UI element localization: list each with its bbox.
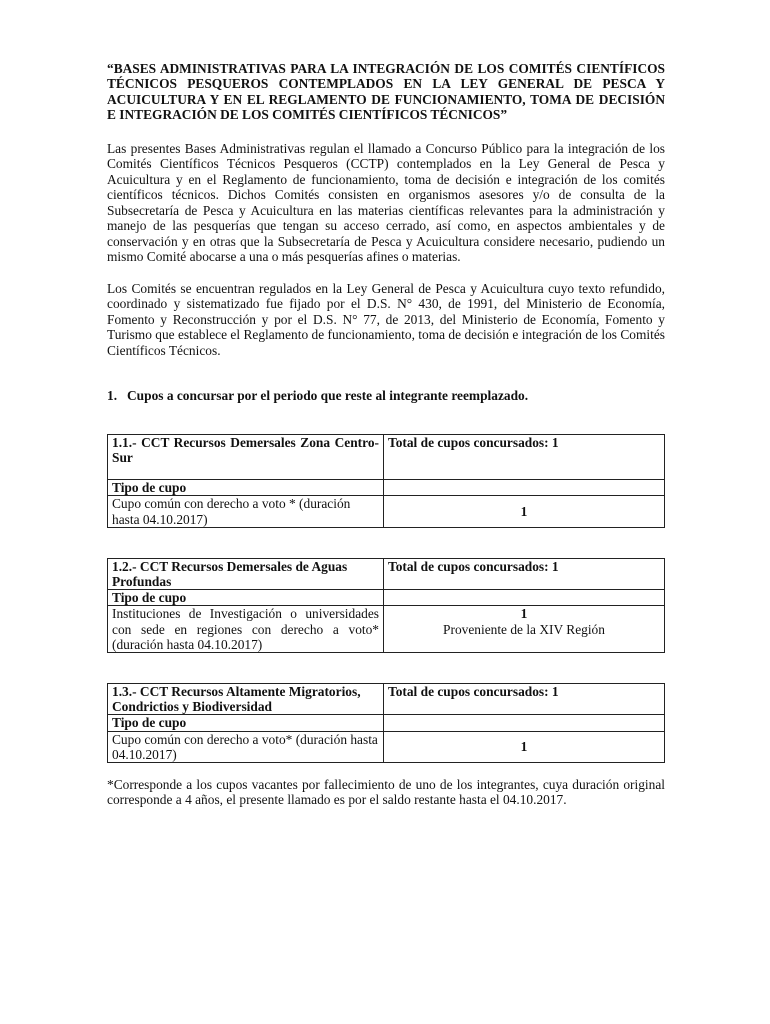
- intro-paragraph: Las presentes Bases Administrativas regulan el llamado a Concurso Público para la integración de los Comités Científicos Técnicos Pesqueros (CCTP) contemplados en la Ley General de Pesca y Acuicultura y en el Reglamento de funcionamiento, toma de decisión e integración de los comités científicos técnicos. Dichos Comités consisten en organismos asesores y/o de consulta de la Subsecretaría de Pesca y Acuicultura en las materias científicas relevantes para la administración y manejo de las pesquerías que tengan su acceso cerrado, así como, en aspectos ambientales y de conservación y en otras que la Subsecretaría de Pesca y Acuicultura considere necesario, pudiendo un mismo Comité abocarse a una o más pesquerías afines o materias.: [107, 140, 665, 265]
- committee-name: 1.1.- CCT Recursos Demersales Zona Centro-Sur: [108, 435, 384, 480]
- cupo-origin-note: Proveniente de la XIV Región: [443, 621, 605, 637]
- cupo-count: 1: [520, 606, 528, 622]
- document-title: “BASES ADMINISTRATIVAS PARA LA INTEGRACIÓN DE LOS COMITÉS CIENTÍFICOS TÉCNICOS PESQUEROS CONTEMPLADOS EN LA LEY GENERAL DE PESCA Y ACUICULTURA Y EN EL REGLAMENTO DE FUNCIONAMIENTO, TOMA DE DECISIÓN E INTEGRACIÓN DE LOS COMITÉS CIENTÍFICOS TÉCNICOS”: [107, 61, 665, 123]
- total-cupos: Total de cupos concursados: 1: [384, 435, 665, 480]
- tipo-cupo-label: Tipo de cupo: [108, 480, 384, 496]
- footnote: *Corresponde a los cupos vacantes por fallecimiento de uno de los integrantes, cuya duración original corresponde a 4 años, el presente llamado es por el saldo restante hasta el 04.10.2017.: [107, 776, 665, 808]
- document-page: [107, 61, 665, 821]
- tipo-cupo-label: Tipo de cupo: [108, 590, 384, 606]
- committee-name: 1.2.- CCT Recursos Demersales de Aguas Profundas: [108, 558, 384, 589]
- tipo-cupo-value: Instituciones de Investigación o universidades con sede en regiones con derecho a voto* (duración hasta 04.10.2017): [108, 606, 384, 653]
- tipo-cupo-value: Cupo común con derecho a voto* (duración hasta 04.10.2017): [108, 731, 384, 762]
- cupo-count: 1: [384, 731, 665, 762]
- empty-cell: [384, 480, 665, 496]
- cupo-table-1-3: [107, 683, 665, 763]
- cupo-table-1-2: [107, 558, 665, 653]
- tipo-cupo-value: Cupo común con derecho a voto * (duración hasta 04.10.2017): [108, 496, 384, 527]
- empty-cell: [384, 715, 665, 731]
- total-cupos: Total de cupos concursados: 1: [384, 683, 665, 714]
- empty-cell: [384, 590, 665, 606]
- cupo-detail-cell: [384, 606, 665, 653]
- section-heading-text: Cupos a concursar por el periodo que reste al integrante reemplazado.: [127, 388, 529, 404]
- total-cupos: Total de cupos concursados: 1: [384, 558, 665, 589]
- committee-name: 1.3.- CCT Recursos Altamente Migratorios, Condrictios y Biodiversidad: [108, 683, 384, 714]
- regulation-paragraph: Los Comités se encuentran regulados en la Ley General de Pesca y Acuicultura cuyo texto refundido, coordinado y sistematizado fue fijado por el D.S. N° 430, de 1991, del Ministerio de Economía, Fomento y Reconstrucción y por el D.S. N° 77, de 2013, del Ministerio de Economía, Fomento y Turismo que establece el Reglamento de funcionamiento, toma de decisión e integración de los Comités Científicos Técnicos.: [107, 280, 665, 358]
- tipo-cupo-label: Tipo de cupo: [108, 715, 384, 731]
- section-heading: [107, 388, 665, 404]
- section-number: 1.: [107, 388, 118, 404]
- cupo-count: 1: [384, 496, 665, 527]
- cupo-table-1-1: [107, 434, 665, 528]
